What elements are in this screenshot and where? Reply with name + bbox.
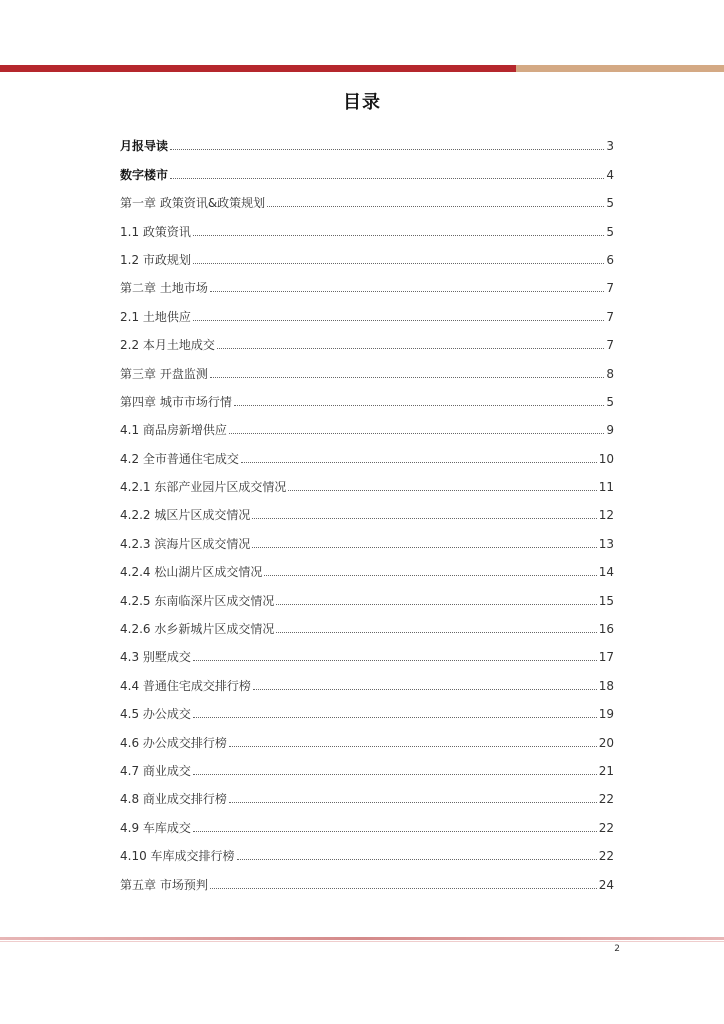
toc-entry-label: 数字楼市 (120, 167, 169, 182)
toc-entry-page: 24 (598, 877, 614, 892)
toc-entry[interactable] (120, 722, 614, 750)
toc-entry[interactable] (120, 438, 614, 466)
toc-entry-page: 18 (598, 678, 614, 693)
toc-entry[interactable] (120, 523, 614, 551)
toc-entry-label: 2.1 土地供应 (120, 309, 191, 324)
toc-dot-leader (210, 377, 605, 378)
footer-divider (0, 937, 724, 940)
toc-entry-page: 21 (598, 763, 614, 778)
toc-entry-page: 5 (606, 394, 614, 409)
toc-entry-label: 4.8 商业成交排行榜 (120, 792, 227, 807)
toc-dot-leader (193, 263, 604, 264)
toc-entry[interactable] (120, 183, 614, 211)
toc-dot-leader (288, 490, 596, 491)
toc-dot-leader (193, 831, 597, 832)
toc-entry[interactable] (120, 609, 614, 637)
toc-entry[interactable] (120, 240, 614, 268)
toc-entry[interactable] (120, 467, 614, 495)
toc-entry[interactable] (120, 665, 614, 693)
toc-entry-page: 4 (606, 167, 614, 182)
toc-entry[interactable] (120, 552, 614, 580)
toc-dot-leader (267, 206, 604, 207)
toc-entry-page: 10 (598, 451, 614, 466)
toc-entry-label: 4.2.4 松山湖片区成交情况 (120, 565, 263, 580)
toc-entry[interactable] (120, 836, 614, 864)
toc-entry-page: 19 (598, 707, 614, 722)
toc-entry-page: 16 (598, 622, 614, 637)
toc-entry-page: 22 (598, 820, 614, 835)
toc-dot-leader (241, 462, 597, 463)
header-color-bar (0, 65, 724, 72)
toc-dot-leader (237, 859, 597, 860)
toc-entry-page: 5 (606, 224, 614, 239)
page-number: 2 (614, 944, 620, 954)
toc-entry-label: 4.7 商业成交 (120, 763, 191, 778)
toc-entry-label: 4.2.2 城区片区成交情况 (120, 508, 251, 523)
toc-entry[interactable] (120, 211, 614, 239)
toc-entry[interactable] (120, 353, 614, 381)
toc-dot-leader (276, 632, 596, 633)
toc-entry[interactable] (120, 126, 614, 154)
toc-entry[interactable] (120, 694, 614, 722)
toc-entry[interactable] (120, 751, 614, 779)
toc-entry-label: 第一章 政策资讯&政策规划 (120, 196, 266, 211)
toc-entry-label: 4.2.1 东部产业园片区成交情况 (120, 480, 287, 495)
toc-entry-page: 13 (598, 536, 614, 551)
toc-dot-leader (193, 717, 597, 718)
toc-dot-leader (229, 802, 597, 803)
toc-entry-label: 4.9 车库成交 (120, 820, 191, 835)
toc-entry-label: 第二章 土地市场 (120, 281, 208, 296)
toc-dot-leader (264, 575, 596, 576)
toc-entry-label: 4.4 普通住宅成交排行榜 (120, 678, 251, 693)
toc-entry[interactable] (120, 154, 614, 182)
toc-entry-label: 1.2 市政规划 (120, 252, 191, 267)
page-title: 目录 (343, 92, 381, 113)
toc-entry-page: 14 (598, 565, 614, 580)
toc-entry[interactable] (120, 296, 614, 324)
toc-dot-leader (252, 518, 596, 519)
toc-entry-label: 第四章 城市市场行情 (120, 394, 232, 409)
toc-dot-leader (170, 149, 604, 150)
toc-entry-label: 4.2.6 水乡新城片区成交情况 (120, 622, 275, 637)
toc-dot-leader (252, 547, 596, 548)
toc-entry[interactable] (120, 864, 614, 892)
toc-entry-page: 9 (606, 423, 614, 438)
toc-entry-page: 12 (598, 508, 614, 523)
toc-entry-page: 15 (598, 593, 614, 608)
toc-entry-page: 5 (606, 196, 614, 211)
toc-entry-page: 17 (598, 650, 614, 665)
toc-entry-label: 2.2 本月土地成交 (120, 338, 215, 353)
toc-dot-leader (229, 433, 604, 434)
header-bar-tan-segment (516, 65, 724, 72)
toc-entry[interactable] (120, 410, 614, 438)
toc-entry-page: 20 (598, 735, 614, 750)
toc-entry-label: 月报导读 (120, 139, 169, 154)
toc-entry-page: 7 (606, 309, 614, 324)
toc-entry-label: 4.6 办公成交排行榜 (120, 735, 227, 750)
toc-entry-label: 第五章 市场预判 (120, 877, 208, 892)
toc-dot-leader (276, 604, 596, 605)
toc-dot-leader (210, 888, 597, 889)
toc-entry-label: 第三章 开盘监测 (120, 366, 208, 381)
footer-divider-thin (0, 941, 724, 942)
toc-dot-leader (193, 235, 604, 236)
toc-entry-label: 4.2 全市普通住宅成交 (120, 451, 239, 466)
toc-dot-leader (210, 291, 605, 292)
header-bar-red-segment (0, 65, 516, 72)
toc-dot-leader (170, 178, 604, 179)
toc-entry[interactable] (120, 268, 614, 296)
toc-entry[interactable] (120, 637, 614, 665)
toc-entry-page: 8 (606, 366, 614, 381)
toc-dot-leader (193, 774, 597, 775)
toc-entry[interactable] (120, 325, 614, 353)
toc-entry-page: 6 (606, 252, 614, 267)
toc-entry[interactable] (120, 580, 614, 608)
toc-dot-leader (193, 320, 604, 321)
toc-entry-label: 4.3 别墅成交 (120, 650, 191, 665)
toc-entry[interactable] (120, 779, 614, 807)
toc-dot-leader (253, 689, 597, 690)
toc-dot-leader (193, 660, 597, 661)
toc-entry[interactable] (120, 807, 614, 835)
table-of-contents (120, 126, 614, 893)
toc-entry-label: 4.10 车库成交排行榜 (120, 849, 235, 864)
toc-entry[interactable] (120, 382, 614, 410)
toc-dot-leader (234, 405, 605, 406)
toc-entry-label: 4.1 商品房新增供应 (120, 423, 227, 438)
toc-entry-page: 3 (606, 139, 614, 154)
toc-entry-page: 7 (606, 338, 614, 353)
toc-entry-label: 4.2.3 滨海片区成交情况 (120, 536, 251, 551)
toc-dot-leader (229, 746, 597, 747)
toc-entry-page: 11 (598, 480, 614, 495)
toc-dot-leader (217, 348, 604, 349)
toc-entry-page: 22 (598, 792, 614, 807)
toc-entry[interactable] (120, 495, 614, 523)
toc-entry-label: 4.2.5 东南临深片区成交情况 (120, 593, 275, 608)
toc-entry-page: 7 (606, 281, 614, 296)
toc-entry-label: 4.5 办公成交 (120, 707, 191, 722)
toc-entry-page: 22 (598, 849, 614, 864)
toc-entry-label: 1.1 政策资讯 (120, 224, 191, 239)
